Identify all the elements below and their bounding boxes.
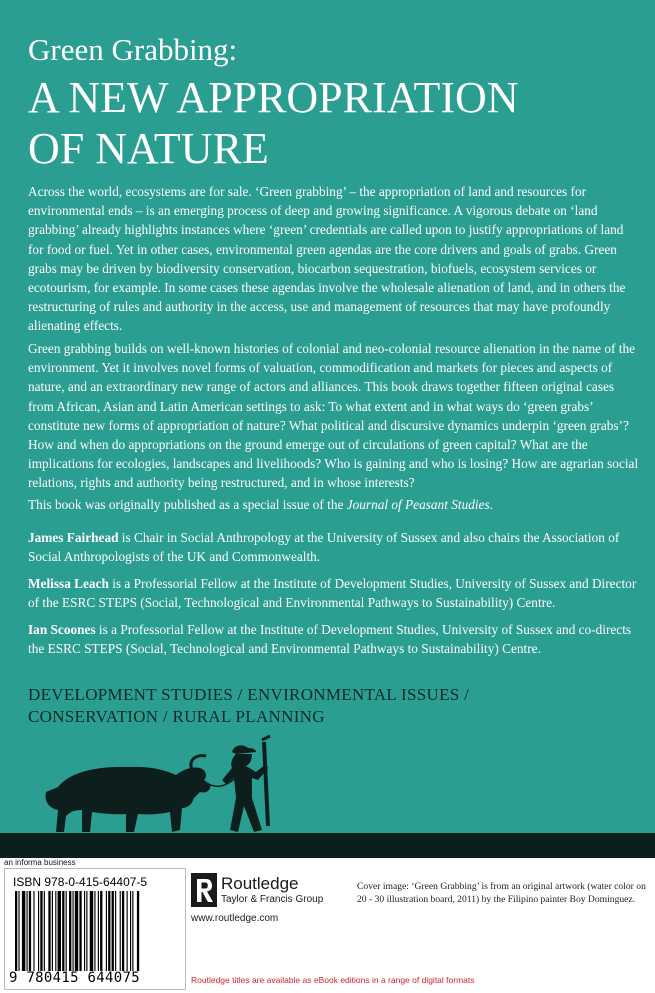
- isbn-label: ISBN 978-0-415-64407-5: [13, 875, 148, 889]
- ebook-availability-note: Routledge titles are available as eBook editions in a range of digital formats: [191, 975, 475, 985]
- book-title-line-2: OF NATURE: [28, 124, 269, 173]
- plough-handle: [262, 736, 270, 740]
- author-bio-text: is a Professorial Fellow at the Institute of Development Studies, University of Sussex and Director of the ESRC STEPS (Social, Technological and Environmental Pathways to Sustainability) Centre.: [28, 576, 637, 611]
- publication-note-suffix: .: [489, 497, 493, 512]
- publication-note-prefix: This book was originally published as a special issue of the: [28, 497, 347, 512]
- book-title-line-1: A NEW APPROPRIATION: [28, 73, 519, 122]
- author-bio-2: [28, 574, 640, 612]
- barcode-bars: [11, 891, 179, 971]
- author-name: James Fairhead: [28, 530, 119, 545]
- buffalo-silhouette: [46, 767, 211, 832]
- blurb-paragraph-1: Across the world, ecosystems are for sale. ‘Green grabbing’ – the appropriation of land and resources for environmental ends – is an emerging process of deep and growing significance. A vigorous debate on ‘land grabbing’ already highlights instances where ‘green’ credentials are called upon to justify appropriations of land for food or fuel. Yet in other cases, environmental green agendas are the core drivers and goals of grabs. Green grabs may be driven by biodiversity conservation, biocarbon sequestration, biofuels, ecosystem services or ecotourism, for example. In some cases these agendas involve the wholesale alienation of land, and in others the restructuring of rules and authority in the access, use and management of resources that may have profoundly alienating effects.: [28, 184, 626, 334]
- water-buffalo-farmer-illustration: [0, 720, 655, 860]
- ground-silhouette: [0, 833, 655, 860]
- publisher-group: Taylor & Francis Group: [221, 894, 324, 905]
- author-bio-text: is Chair in Social Anthropology at the University of Sussex and also chairs the Association of Social Anthropologists of the UK and Commonwealth.: [28, 530, 620, 565]
- book-subtitle-prefix: Green Grabbing:: [28, 32, 238, 67]
- informa-tagline: an informa business: [4, 858, 76, 867]
- barcode-number: 9 780415 644075: [9, 970, 140, 986]
- cover-image-credit: Cover image: ‘Green Grabbing’ is from an original artwork (water color on 20 - 30 illustration board, 2011) by the Filipino painter Boy Dominguez.: [357, 881, 646, 905]
- author-bio-1: [28, 528, 640, 566]
- plough-tool: [264, 742, 268, 826]
- subject-line-1: DEVELOPMENT STUDIES / ENVIRONMENTAL ISSUES /: [28, 685, 470, 704]
- publisher-name: Routledge: [221, 874, 299, 893]
- farmer-silhouette: [222, 745, 268, 832]
- author-name: Ian Scoones: [28, 622, 96, 637]
- author-name: Melissa Leach: [28, 576, 109, 591]
- subject-line-2: CONSERVATION / RURAL PLANNING: [28, 707, 325, 726]
- publisher-url[interactable]: www.routledge.com: [191, 913, 279, 924]
- book-title: [28, 72, 638, 174]
- author-bio-3: [28, 620, 640, 658]
- publication-note: [28, 495, 640, 514]
- isbn-barcode: [4, 868, 186, 990]
- author-bio-text: is a Professorial Fellow at the Institute of Development Studies, University of Sussex and co-directs the ESRC STEPS (Social, Technological and Environmental Pathways to Sustainability) Centre.: [28, 622, 632, 657]
- journal-name: Journal of Peasant Studies: [346, 497, 490, 512]
- blurb-paragraph-2: Green grabbing builds on well-known histories of colonial and neo-colonial resource alienation in the name of the environment. Yet it involves novel forms of valuation, commodification and markets for pieces and aspects of nature, and an extraordinary new range of actors and alliances. This book draws together fifteen original cases from African, Asian and Latin American settings to ask: To what extent and in what ways do ‘green grabs’ constitute new forms of appropriation of nature? What political and discursive dynamics underpin ‘green grabs’? How and when do appropriations on the ground emerge out of circulations of green capital? What are the implications for ecologies, landscapes and livelihoods? Who is gaining and who is losing? How are agrarian social relations, rights and authority being restructured, and in whose interests?: [28, 341, 639, 491]
- routledge-logo-icon: [191, 873, 217, 907]
